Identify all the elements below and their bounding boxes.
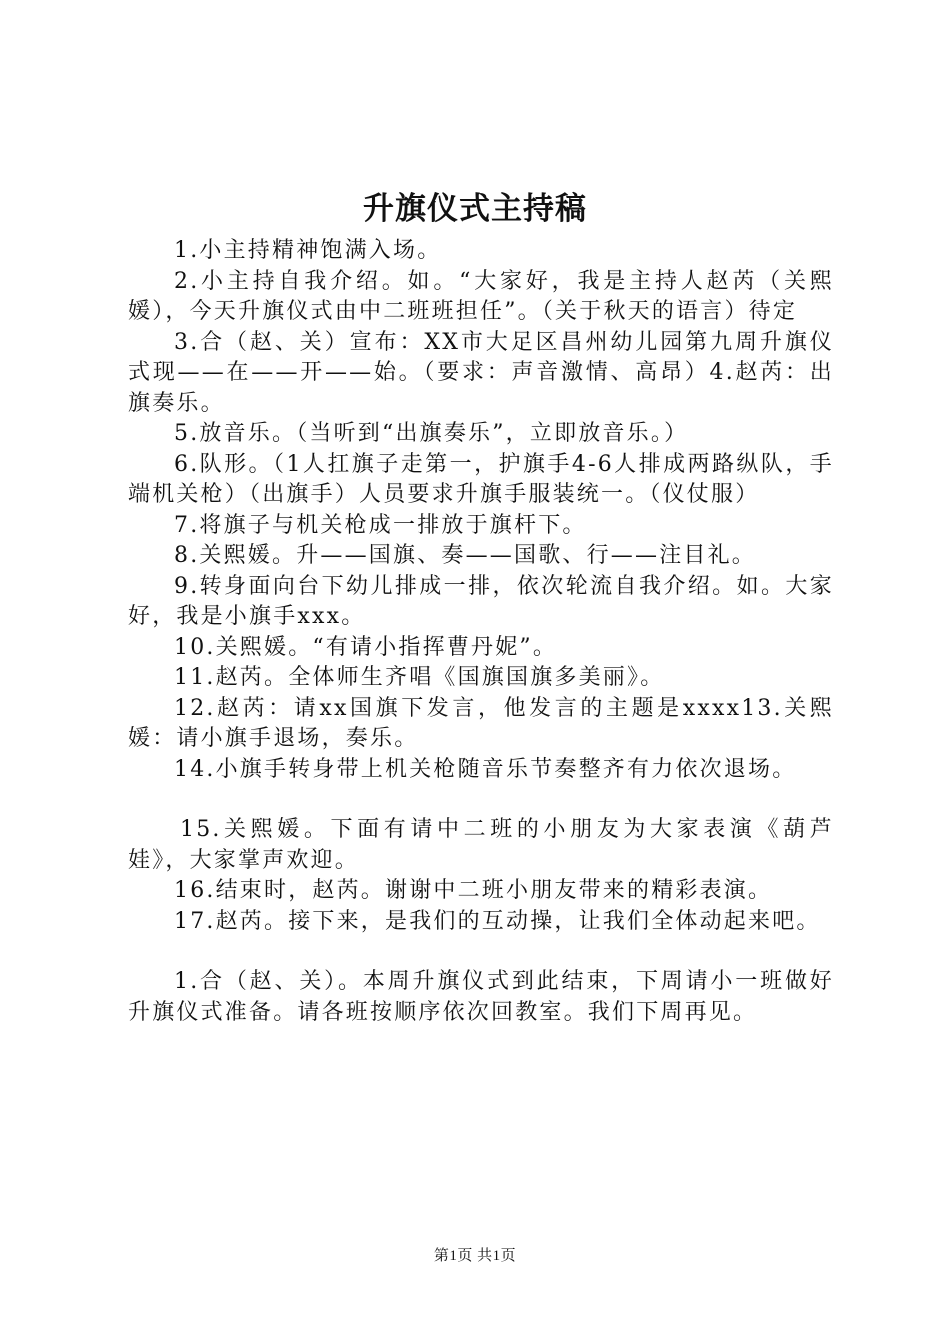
paragraph-3: 3.合（赵、关）宣布：XX市大足区昌州幼儿园第九周升旗仪式现——在——开——始。（要求：声音激情、高昂）4.赵芮：出旗奏乐。	[128, 329, 834, 416]
paragraph-1: 1.小主持精神饱满入场。	[174, 238, 442, 263]
page-footer: 第1页 共1页	[433, 1248, 517, 1264]
paragraph-spacer	[128, 785, 834, 815]
paragraph-12: 12.赵芮：请xx国旗下发言，他发言的主题是xxxx13.关熙媛：请小旗手退场，奏乐。	[128, 695, 834, 751]
paragraph-10: 10.关熙媛。“有请小指挥曹丹妮”。	[174, 634, 558, 660]
paragraph-14: 14.小旗手转身带上机关枪随音乐节奏整齐有力依次退场。	[174, 756, 797, 782]
paragraph-17: 17.赵芮。接下来，是我们的互动操，让我们全体动起来吧。	[174, 908, 821, 934]
paragraph-8: 8.关熙媛。升——国旗、奏——国歌、行——注目礼。	[174, 543, 756, 568]
paragraph-5: 5.放音乐。（当听到“出旗奏乐”，立即放音乐。）	[174, 421, 689, 446]
document-title: 升旗仪式主持稿	[363, 191, 587, 227]
paragraph-spacer	[128, 937, 834, 967]
paragraph-11: 11.赵芮。全体师生齐唱《国旗国旗多美丽》。	[174, 665, 665, 690]
paragraph-6: 6.队形。（1人扛旗子走第一，护旗手4-6人排成两路纵队，手端机关枪）（出旗手）人员要求升旗手服装统一。（仪仗服）	[128, 451, 834, 507]
paragraph-closing: 1.合（赵、关）。本周升旗仪式到此结束，下周请小一班做好升旗仪式准备。请各班按顺序依次回教室。我们下周再见。	[128, 969, 834, 1025]
document-body	[128, 236, 834, 1028]
paragraph-9: 9.转身面向台下幼儿排成一排，依次轮流自我介绍。如。大家好，我是小旗手xxx。	[128, 573, 834, 629]
paragraph-16: 16.结束时，赵芮。谢谢中二班小朋友带来的精彩表演。	[174, 878, 773, 903]
paragraph-2: 2.小主持自我介绍。如。“大家好，我是主持人赵芮（关熙媛），今天升旗仪式由中二班班担任”。（关于秋天的语言）待定	[128, 268, 834, 324]
paragraph-15: 15.关熙媛。下面有请中二班的小朋友为大家表演《葫芦娃》，大家掌声欢迎。	[128, 817, 834, 873]
paragraph-7: 7.将旗子与机关枪成一排放于旗杆下。	[174, 512, 587, 538]
